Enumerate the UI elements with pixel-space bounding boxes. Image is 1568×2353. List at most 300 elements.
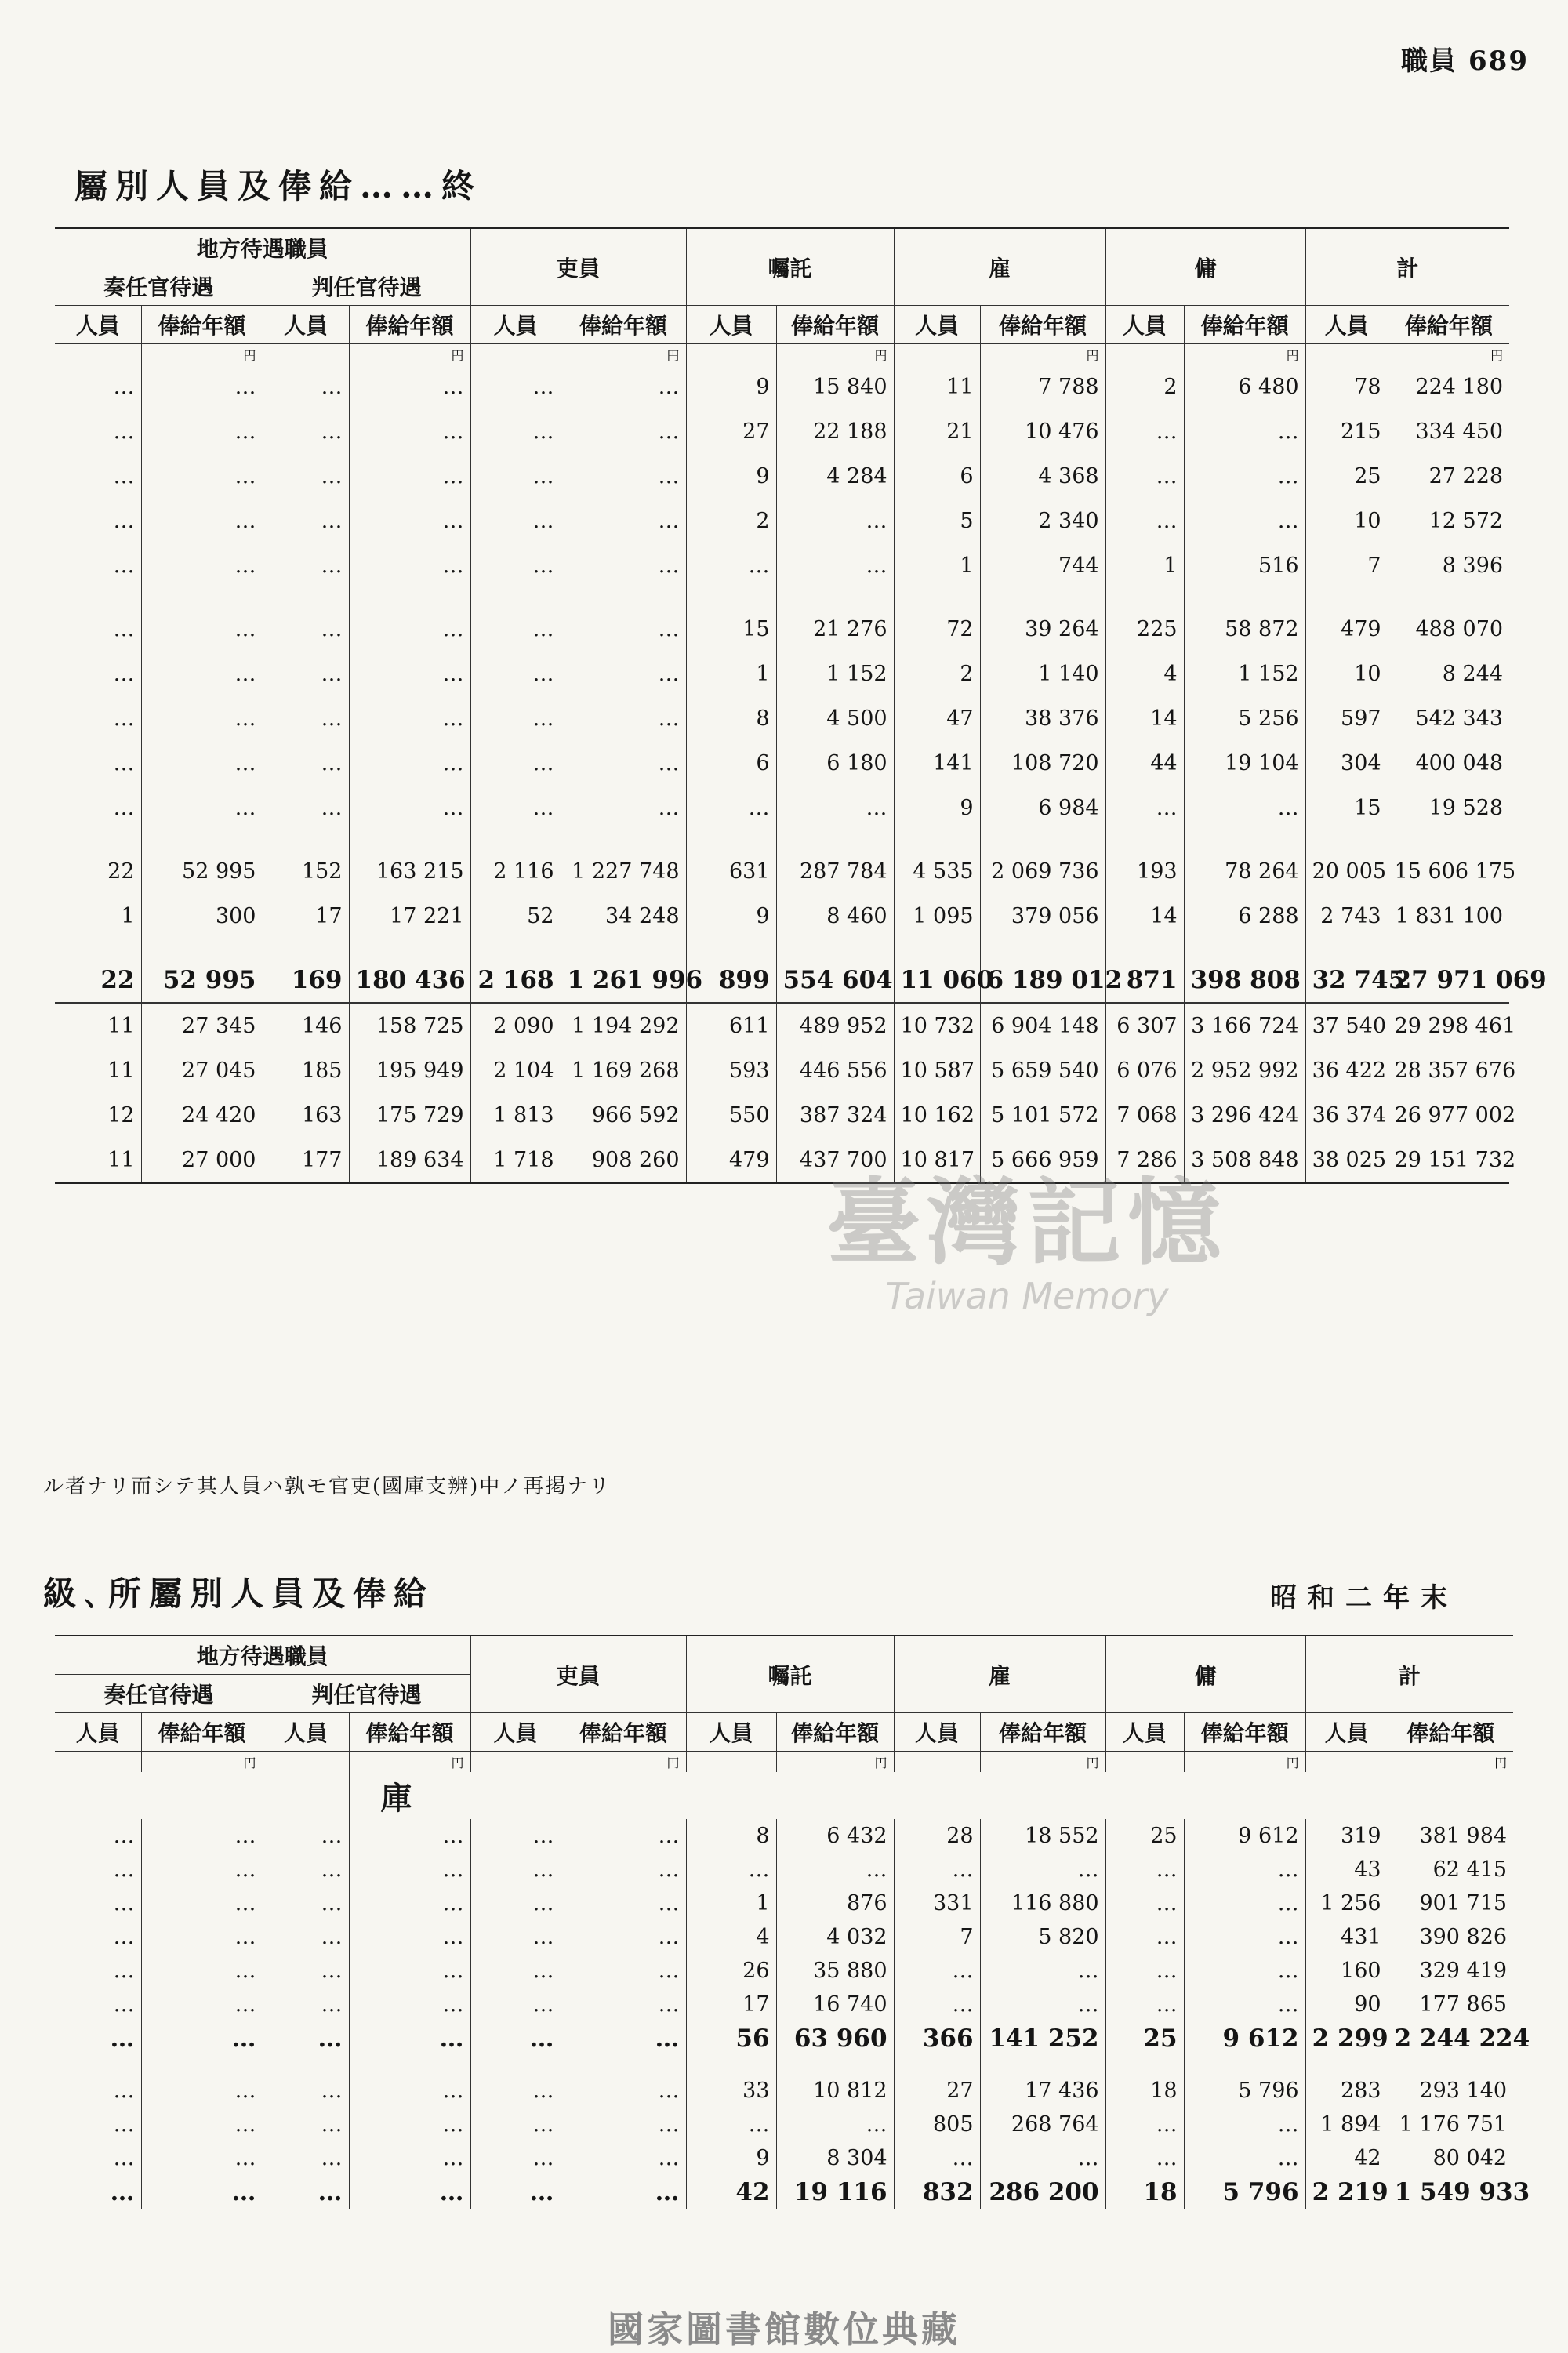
- table-cell: …: [55, 2175, 141, 2209]
- table-cell: 901 715: [1419, 1891, 1508, 1915]
- table-cell: 158 725: [349, 1003, 470, 1048]
- table-cell: 22: [55, 849, 141, 894]
- yen-unit: 円: [980, 344, 1105, 365]
- spacer-row: [55, 939, 1509, 957]
- unit-cell: [55, 344, 141, 365]
- table-cell: …: [263, 607, 349, 652]
- table-cell: …: [1184, 409, 1305, 454]
- table-cell: 319: [1305, 1819, 1388, 1853]
- table-cell: …: [561, 607, 686, 652]
- table-cell: 28 357 676: [1394, 1058, 1516, 1083]
- table-cell: …: [1105, 409, 1184, 454]
- table-cell: …: [1184, 1954, 1305, 1988]
- table-cell: …: [1184, 1920, 1305, 1954]
- spacer-cell: [776, 939, 894, 957]
- table-cell: …: [263, 652, 349, 696]
- table-cell: 42: [686, 2175, 776, 2209]
- table-cell: 32 745: [1305, 957, 1388, 1003]
- table-cell: 9 612: [1184, 2021, 1305, 2055]
- table-cell: 1 256: [1305, 1886, 1388, 1920]
- table-cell: 329 419: [1419, 1959, 1508, 1983]
- table-cell: …: [1105, 2141, 1184, 2175]
- table-cell: 5: [894, 499, 980, 543]
- table-cell: …: [263, 1853, 349, 1886]
- table-cell: 8 460: [776, 894, 894, 939]
- spacer-cell: [561, 588, 686, 607]
- table-cell: …: [263, 2108, 349, 2141]
- table-cell: 431: [1305, 1920, 1388, 1954]
- yen-unit: 円: [141, 344, 263, 365]
- unit-cell: [263, 1752, 349, 1773]
- spacer-cell: [1388, 2055, 1513, 2074]
- unit-cell: [1305, 344, 1388, 365]
- table-cell: …: [561, 2021, 686, 2055]
- header-yatoi: 雇: [894, 1636, 1105, 1713]
- table-cell: …: [349, 454, 470, 499]
- table-cell: 300: [141, 894, 263, 939]
- table-cell: …: [263, 696, 349, 741]
- spacer-row: [55, 2055, 1513, 2074]
- yen-unit: 円: [1184, 1752, 1305, 1773]
- table-cell: 488 070: [1415, 617, 1504, 641]
- table-cell: 1: [686, 1886, 776, 1920]
- table-row: [55, 1048, 1509, 1093]
- table-cell: …: [141, 1920, 263, 1954]
- table-cell: …: [470, 1819, 561, 1853]
- table-row: [55, 741, 1509, 786]
- table-cell: 36 422: [1305, 1048, 1388, 1093]
- table-cell: …: [894, 1988, 980, 2021]
- table-cell: 52 995: [141, 957, 263, 1003]
- table-cell: …: [55, 741, 141, 786]
- yen-unit: 円: [1494, 1755, 1508, 1770]
- section2-title: 級､所屬別人員及俸給: [43, 1574, 435, 1613]
- table-cell: 1 813: [470, 1093, 561, 1138]
- table-cell: 2: [686, 499, 776, 543]
- table-cell: …: [55, 454, 141, 499]
- table-cell: 6: [686, 741, 776, 786]
- table-cell: …: [349, 1853, 470, 1886]
- table-cell: …: [1184, 2141, 1305, 2175]
- table-cell: 15 606 175: [1394, 859, 1516, 884]
- table-cell: 17 221: [349, 894, 470, 939]
- section1-title: 屬別人員及俸給……終: [74, 167, 483, 205]
- table-cell: 17: [686, 1988, 776, 2021]
- table-salary-by-department: [55, 227, 1547, 1184]
- table-cell: 25: [1105, 1819, 1184, 1853]
- table-cell: …: [55, 1853, 141, 1886]
- spacer-cell: [470, 830, 561, 849]
- table-cell: …: [1105, 1954, 1184, 1988]
- table-cell: 6 307: [1105, 1003, 1184, 1048]
- unit-cell: [686, 1752, 776, 1773]
- table-cell: …: [561, 454, 686, 499]
- spacer-cell: [349, 588, 470, 607]
- table-row: [55, 2074, 1513, 2108]
- header-hannin: 判任官待遇: [263, 267, 470, 306]
- table-cell: 2 219: [1305, 2175, 1388, 2209]
- table-row: [55, 1920, 1513, 1954]
- col-persons: 人員: [55, 1713, 141, 1752]
- col-persons: 人員: [470, 1713, 561, 1752]
- table-cell: …: [470, 454, 561, 499]
- unit-cell: [1305, 1752, 1388, 1773]
- col-salary: 俸給年額: [1388, 306, 1509, 344]
- spacer-cell: [349, 939, 470, 957]
- spacer-cell: [980, 939, 1105, 957]
- table-cell: …: [686, 543, 776, 588]
- header-hannin: 判任官待遇: [263, 1675, 470, 1713]
- table-row: [55, 1954, 1513, 1988]
- table-row: [55, 957, 1509, 1003]
- table-cell: 5 101 572: [980, 1093, 1105, 1138]
- table-cell: 268 764: [980, 2108, 1105, 2141]
- table1-body: [55, 344, 1547, 1184]
- table-cell: 1 095: [894, 894, 980, 939]
- table-cell: …: [1105, 499, 1184, 543]
- table-cell: 876: [776, 1886, 894, 1920]
- table-cell: 27 000: [141, 1138, 263, 1183]
- table-cell: 11: [55, 1003, 141, 1048]
- table-cell: 27 045: [141, 1048, 263, 1093]
- table-cell: 283: [1305, 2074, 1388, 2108]
- table-cell: …: [55, 2021, 141, 2055]
- table-cell: 1 261 996: [561, 957, 686, 1003]
- table-cell: 21 276: [776, 607, 894, 652]
- table-cell: …: [55, 652, 141, 696]
- spacer-cell: [141, 588, 263, 607]
- table-cell: …: [349, 1920, 470, 1954]
- table-cell: 14: [1105, 894, 1184, 939]
- col-persons: 人員: [1305, 1713, 1388, 1752]
- spacer-cell: [1388, 939, 1509, 957]
- col-salary: 俸給年額: [561, 306, 686, 344]
- table-cell: 11: [55, 1048, 141, 1093]
- header-kei: 計: [1305, 1636, 1513, 1713]
- watermark: [784, 1167, 1270, 1317]
- spacer-cell: [561, 830, 686, 849]
- table-cell: 597: [1305, 696, 1388, 741]
- table-cell: 44: [1105, 741, 1184, 786]
- table-cell: 379 056: [980, 894, 1105, 939]
- table-cell: 5 796: [1184, 2175, 1305, 2209]
- table-cell: …: [263, 499, 349, 543]
- table-cell: 8 396: [1442, 554, 1504, 578]
- table-cell: 9: [686, 2141, 776, 2175]
- table-row: [55, 894, 1509, 939]
- table-cell: 9: [686, 894, 776, 939]
- table-cell: …: [349, 409, 470, 454]
- table-cell: …: [686, 786, 776, 830]
- table-cell: 10 817: [894, 1138, 980, 1183]
- table-cell: 193: [1105, 849, 1184, 894]
- table-cell: 6 904 148: [980, 1003, 1105, 1048]
- table-cell: 631: [686, 849, 776, 894]
- table-cell: …: [141, 2141, 263, 2175]
- table-cell: …: [561, 652, 686, 696]
- table-cell: 12: [55, 1093, 141, 1138]
- table-cell: 37 540: [1305, 1003, 1388, 1048]
- table-cell: …: [349, 652, 470, 696]
- table-cell: 2: [894, 652, 980, 696]
- table-cell: 550: [686, 1093, 776, 1138]
- spacer-cell: [980, 2055, 1105, 2074]
- table-row: [55, 2021, 1513, 2055]
- table-cell: 1 140: [980, 652, 1105, 696]
- table-cell: …: [776, 2108, 894, 2141]
- table-cell: 189 634: [349, 1138, 470, 1183]
- table-row: [55, 849, 1509, 894]
- table-cell: …: [55, 786, 141, 830]
- table-cell: …: [55, 2074, 141, 2108]
- table-cell: 7 788: [980, 365, 1105, 409]
- table-cell: …: [1184, 2108, 1305, 2141]
- table-cell: …: [561, 1853, 686, 1886]
- table-cell: …: [561, 499, 686, 543]
- table-cell: 38 376: [980, 696, 1105, 741]
- table-cell: …: [263, 1988, 349, 2021]
- table-cell: 6 432: [776, 1819, 894, 1853]
- table-cell: …: [894, 2141, 980, 2175]
- table-cell: …: [561, 696, 686, 741]
- table-cell: 24 420: [141, 1093, 263, 1138]
- place-pad: [55, 1772, 349, 1819]
- table-cell: …: [263, 786, 349, 830]
- table-cell: 805: [894, 2108, 980, 2141]
- table-cell: …: [349, 1988, 470, 2021]
- table-cell: 446 556: [776, 1048, 894, 1093]
- table-cell: 899: [686, 957, 776, 1003]
- table-cell: …: [263, 2074, 349, 2108]
- table-row: [55, 499, 1509, 543]
- table-cell: …: [561, 2074, 686, 2108]
- table-cell: …: [470, 1988, 561, 2021]
- table-cell: 7: [1305, 543, 1388, 588]
- spacer-cell: [1184, 2055, 1305, 2074]
- table-cell: …: [980, 1954, 1105, 1988]
- header-sonin: 奏任官待遇: [55, 1675, 263, 1713]
- table-cell: …: [470, 1954, 561, 1988]
- table-cell: …: [263, 409, 349, 454]
- table-cell: …: [349, 2074, 470, 2108]
- table-cell: …: [55, 1920, 141, 1954]
- table-cell: 1 194 292: [561, 1003, 686, 1048]
- table-cell: …: [470, 2141, 561, 2175]
- table-cell: 163: [263, 1093, 349, 1138]
- table-cell: …: [470, 365, 561, 409]
- table-cell: …: [561, 365, 686, 409]
- table-cell: 2 299: [1305, 2021, 1388, 2055]
- header-shokutaku: 囑託: [686, 228, 894, 306]
- table-cell: …: [141, 1819, 263, 1853]
- table-cell: 2 340: [980, 499, 1105, 543]
- table-cell: 15: [1305, 786, 1388, 830]
- table-cell: …: [349, 1819, 470, 1853]
- table-cell: 1: [686, 652, 776, 696]
- header-shokutaku: 囑託: [686, 1636, 894, 1713]
- table-row: [55, 696, 1509, 741]
- table-cell: …: [141, 2074, 263, 2108]
- table-cell: 1 549 933: [1394, 2177, 1530, 2206]
- watermark-english: Taiwan Memory: [885, 1275, 1169, 1317]
- table-cell: 832: [894, 2175, 980, 2209]
- col-persons: 人員: [1105, 1713, 1184, 1752]
- table-cell: …: [55, 365, 141, 409]
- table-cell: …: [263, 1819, 349, 1853]
- yen-unit: 円: [141, 1752, 263, 1773]
- header-local-group: 地方待遇職員: [55, 1636, 470, 1675]
- table-cell: …: [55, 607, 141, 652]
- table-cell: 6 076: [1105, 1048, 1184, 1093]
- yen-unit: 円: [776, 344, 894, 365]
- table-cell: 175 729: [349, 1093, 470, 1138]
- header-rii: 吏員: [470, 228, 686, 306]
- col-persons: 人員: [686, 306, 776, 344]
- table-cell: 10 587: [894, 1048, 980, 1093]
- table-cell: …: [263, 741, 349, 786]
- table-cell: …: [263, 2141, 349, 2175]
- table-cell: 4 535: [894, 849, 980, 894]
- table-cell: …: [263, 454, 349, 499]
- spacer-cell: [55, 588, 141, 607]
- table-row: [55, 1093, 1509, 1138]
- table-cell: …: [55, 2141, 141, 2175]
- table-cell: 14: [1105, 696, 1184, 741]
- spacer-cell: [349, 2055, 470, 2074]
- table-cell: 27 345: [141, 1003, 263, 1048]
- table-cell: 381 984: [1419, 1824, 1508, 1848]
- table-row: [55, 454, 1509, 499]
- table-cell: …: [349, 2141, 470, 2175]
- table-cell: 25: [1305, 454, 1388, 499]
- table-cell: …: [470, 1853, 561, 1886]
- table-cell: 3 166 724: [1184, 1003, 1305, 1048]
- table-cell: 21: [894, 409, 980, 454]
- table-cell: …: [141, 786, 263, 830]
- table-cell: 29 151 732: [1394, 1148, 1516, 1172]
- table-cell: …: [263, 2021, 349, 2055]
- table-cell: …: [263, 1954, 349, 1988]
- spacer-cell: [1105, 588, 1184, 607]
- table-cell: …: [349, 741, 470, 786]
- table-cell: 52: [470, 894, 561, 939]
- spacer-row: [55, 588, 1509, 607]
- table-cell: 542 343: [1415, 706, 1504, 731]
- table-cell: 6 180: [776, 741, 894, 786]
- table-cell: …: [141, 365, 263, 409]
- table-cell: …: [470, 786, 561, 830]
- header-yo: 傭: [1105, 1636, 1305, 1713]
- table-cell: 10: [1305, 652, 1388, 696]
- table-cell: …: [1105, 786, 1184, 830]
- table-row: [55, 1988, 1513, 2021]
- table-cell: …: [263, 543, 349, 588]
- table-cell: …: [349, 2108, 470, 2141]
- col-salary: 俸給年額: [980, 306, 1105, 344]
- table-row: [55, 607, 1509, 652]
- col-persons: 人員: [263, 306, 349, 344]
- table-cell: 16 740: [776, 1988, 894, 2021]
- table-cell: …: [470, 409, 561, 454]
- table-cell: …: [141, 1988, 263, 2021]
- table-cell: 10 476: [980, 409, 1105, 454]
- table-cell: 1 152: [776, 652, 894, 696]
- table-cell: 8: [686, 1819, 776, 1853]
- table-row: [55, 365, 1509, 409]
- table-cell: …: [776, 1853, 894, 1886]
- table-cell: …: [263, 2175, 349, 2209]
- header-yatoi: 雇: [894, 228, 1105, 306]
- spacer-cell: [263, 939, 349, 957]
- table-cell: 1 176 751: [1399, 2112, 1508, 2137]
- table-cell: 554 604: [776, 957, 894, 1003]
- table-row: [55, 1853, 1513, 1886]
- table-cell: …: [349, 1954, 470, 1988]
- table-cell: 19 104: [1184, 741, 1305, 786]
- table-cell: 225: [1105, 607, 1184, 652]
- table-row: [55, 2108, 1513, 2141]
- table-cell: 22 188: [776, 409, 894, 454]
- table-cell: 293 140: [1419, 2079, 1508, 2103]
- table-cell: …: [470, 741, 561, 786]
- spacer-cell: [894, 830, 980, 849]
- spacer-cell: [55, 2055, 141, 2074]
- table-cell: 12 572: [1428, 509, 1504, 533]
- table-cell: 18: [1105, 2175, 1184, 2209]
- table-cell: 116 880: [980, 1886, 1105, 1920]
- table-cell: 334 450: [1415, 419, 1504, 444]
- table-cell: …: [470, 1886, 561, 1920]
- table-cell: …: [470, 696, 561, 741]
- yen-unit: 円: [776, 1752, 894, 1773]
- spacer-cell: [776, 2055, 894, 2074]
- col-salary: 俸給年額: [776, 1713, 894, 1752]
- table-cell: …: [55, 499, 141, 543]
- table-cell: …: [1105, 1920, 1184, 1954]
- table-cell: …: [55, 409, 141, 454]
- table-cell: 15: [686, 607, 776, 652]
- table-cell: 2 952 992: [1184, 1048, 1305, 1093]
- table-cell: 177: [263, 1138, 349, 1183]
- table-cell: 390 826: [1419, 1925, 1508, 1949]
- table-row: [55, 1138, 1509, 1183]
- table-cell: 304: [1305, 741, 1388, 786]
- spacer-cell: [263, 2055, 349, 2074]
- table-cell: …: [141, 499, 263, 543]
- table-cell: …: [55, 1954, 141, 1988]
- table-cell: 163 215: [349, 849, 470, 894]
- table-cell: 8: [686, 696, 776, 741]
- table-cell: …: [776, 543, 894, 588]
- col-salary: 俸給年額: [349, 1713, 470, 1752]
- unit-cell: [894, 1752, 980, 1773]
- table-cell: 593: [686, 1048, 776, 1093]
- table-cell: 146: [263, 1003, 349, 1048]
- table-cell: 33: [686, 2074, 776, 2108]
- col-salary: 俸給年額: [1388, 1713, 1513, 1752]
- table-cell: …: [141, 454, 263, 499]
- table-cell: …: [141, 607, 263, 652]
- table-cell: 331: [894, 1886, 980, 1920]
- page-header: [1401, 39, 1529, 78]
- table-cell: 286 200: [980, 2175, 1105, 2209]
- table-cell: …: [1105, 2108, 1184, 2141]
- header-rii: 吏員: [470, 1636, 686, 1713]
- table-cell: …: [349, 499, 470, 543]
- header-yo: 傭: [1105, 228, 1305, 306]
- page-number: 689: [1468, 45, 1529, 77]
- table-cell: …: [1184, 499, 1305, 543]
